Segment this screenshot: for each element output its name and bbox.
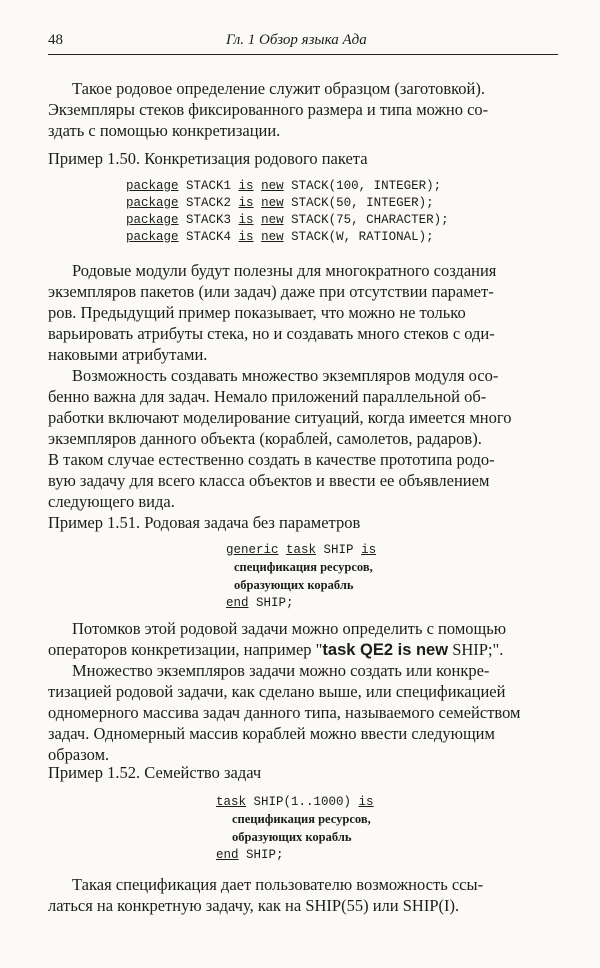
book-page xyxy=(48,30,558,915)
text-line: одномерного массива задач данного типа, называемого семейством xyxy=(48,703,521,722)
text-line: латься на конкретную задачу, как на SHIP(55) или SHIP(I). xyxy=(48,896,460,915)
text-line: В таком случае естественно создать в качестве прототипа родо- xyxy=(48,450,495,469)
task-body-text: спецификация ресурсов, xyxy=(232,812,371,826)
instantiation: STACK(75, CHARACTER); xyxy=(283,213,449,227)
example-1-50-caption: Пример 1.50. Конкретизация родового пакета xyxy=(48,149,368,168)
text-line: следующего вида. xyxy=(48,492,175,511)
text-line: тизацией родовой задачи, как сделано выше, или спецификацией xyxy=(48,682,506,701)
text-line: наковыми атрибутами. xyxy=(48,345,208,364)
code-line xyxy=(226,542,376,559)
keyword-package: package xyxy=(126,179,179,193)
keyword-task: task xyxy=(216,795,247,809)
paragraph-6 xyxy=(48,874,558,916)
code-line xyxy=(126,178,449,195)
text-span: SHIP;". xyxy=(448,640,504,659)
keyword-new: new xyxy=(261,196,284,210)
keyword-package: package xyxy=(126,213,179,227)
text-line: экземпляров пакетов (или задач) даже при отсутствии парамет- xyxy=(48,282,494,301)
package-name: STACK3 xyxy=(178,213,239,227)
running-header xyxy=(48,30,558,55)
text-line: вую задачу для всего класса объектов и ввести ее объявлением xyxy=(48,471,490,490)
task-name: SHIP(1..1000) xyxy=(246,795,359,809)
bold-keyword: is new xyxy=(397,641,449,659)
package-name: STACK1 xyxy=(178,179,239,193)
task-body-text: образующих корабль xyxy=(232,830,352,844)
example-1-52-caption: Пример 1.52. Семейство задач xyxy=(48,763,262,782)
package-name: STACK2 xyxy=(178,196,239,210)
task-body-text: спецификация ресурсов, xyxy=(234,560,373,574)
keyword-is: is xyxy=(358,795,374,809)
keyword-end: end xyxy=(216,848,239,862)
keyword-is: is xyxy=(238,196,254,210)
text-line xyxy=(48,639,558,661)
text-line: Такая спецификация дает пользователю возможность ссы- xyxy=(72,875,484,894)
code-line xyxy=(216,847,374,864)
instantiation: STACK(50, INTEGER); xyxy=(283,196,434,210)
text-line: экземпляров данного объекта (кораблей, самолетов, радаров). xyxy=(48,429,482,448)
package-name: STACK4 xyxy=(178,230,239,244)
keyword-is: is xyxy=(238,179,254,193)
code-line xyxy=(216,811,374,829)
code-line xyxy=(226,595,376,612)
instantiation: STACK(100, INTEGER); xyxy=(283,179,442,193)
text-line: здать с помощью конкретизации. xyxy=(48,121,281,140)
code-line xyxy=(216,794,374,811)
keyword-is: is xyxy=(238,230,254,244)
keyword-new: new xyxy=(261,179,284,193)
text-line: Возможность создавать множество экземпляров модуля осо- xyxy=(72,366,499,385)
text-line: Множество экземпляров задачи можно создать или конкре- xyxy=(72,661,490,680)
example-1-52-code xyxy=(216,794,374,864)
text-line: работки включают моделирование ситуаций, когда имеется много xyxy=(48,408,512,427)
keyword-is: is xyxy=(238,213,254,227)
task-name: SHIP xyxy=(316,543,362,557)
text-line: Такое родовое определение служит образцом (заготовкой). xyxy=(72,79,485,98)
code-line xyxy=(126,212,449,229)
text-line: Родовые модули будут полезны для многократного создания xyxy=(72,261,497,280)
paragraph-1 xyxy=(48,78,558,141)
text-span: операторов конкретизации, например " xyxy=(48,640,323,659)
text-line: Потомков этой родовой задачи можно определить с помощью xyxy=(72,619,507,638)
keyword-package: package xyxy=(126,196,179,210)
example-1-51-code xyxy=(226,542,376,612)
text-line: бенно важна для задач. Немало приложений параллельной об- xyxy=(48,387,487,406)
keyword-new: new xyxy=(261,230,284,244)
keyword-is: is xyxy=(361,543,377,557)
text-line: ров. Предыдущий пример показывает, что можно не только xyxy=(48,303,466,322)
paragraph-5 xyxy=(48,660,558,765)
bold-name: QE2 xyxy=(355,641,398,659)
text-line: Экземпляры стеков фиксированного размера и типа можно со- xyxy=(48,100,489,119)
keyword-end: end xyxy=(226,596,249,610)
running-title: Гл. 1 Обзор языка Ада xyxy=(226,32,367,48)
text-line: варьировать атрибуты стека, но и создавать много стеков с оди- xyxy=(48,324,495,343)
code-line xyxy=(216,829,374,847)
page-number: 48 xyxy=(48,32,63,48)
text-line: образом. xyxy=(48,745,110,764)
code-line xyxy=(126,195,449,212)
example-1-50-code xyxy=(126,178,449,246)
text-line: задач. Одномерный массив кораблей можно ввести следующим xyxy=(48,724,495,743)
instantiation: STACK(W, RATIONAL); xyxy=(283,230,434,244)
keyword-generic: generic xyxy=(226,543,279,557)
paragraph-2 xyxy=(48,260,558,365)
code-line xyxy=(126,229,449,246)
code-line xyxy=(226,559,376,577)
end-name: SHIP; xyxy=(238,848,284,862)
keyword-new: new xyxy=(261,213,284,227)
example-1-51-caption: Пример 1.51. Родовая задача без параметров xyxy=(48,513,361,532)
paragraph-3 xyxy=(48,365,558,512)
keyword-task: task xyxy=(286,543,317,557)
paragraph-4 xyxy=(48,618,558,661)
bold-keyword: task xyxy=(322,641,356,659)
task-body-text: образующих корабль xyxy=(234,578,354,592)
keyword-package: package xyxy=(126,230,179,244)
end-name: SHIP; xyxy=(248,596,294,610)
code-line xyxy=(226,577,376,595)
